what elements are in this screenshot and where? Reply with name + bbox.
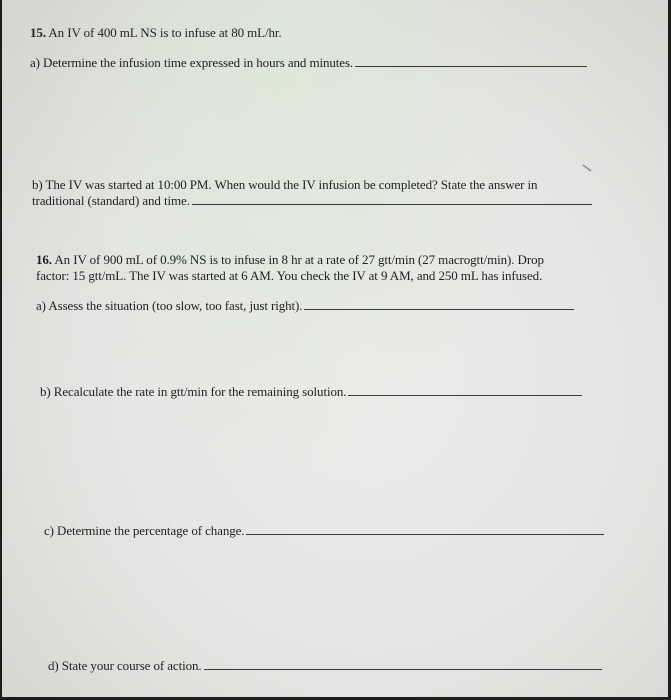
- q16-stem: [36, 252, 544, 284]
- q16-part-a: [36, 298, 574, 314]
- q16-part-c-answer-blank[interactable]: [246, 523, 604, 535]
- q16-part-a-text: a) Assess the situation (too slow, too fast, just right).: [36, 298, 303, 313]
- q15-part-a: [30, 55, 587, 71]
- q16-stem-line1: An IV of 900 mL of 0.9% NS is to infuse in 8 hr at a rate of 27 gtt/min (27 macrogtt/min). Drop: [54, 252, 544, 267]
- q16-part-a-answer-blank[interactable]: [304, 298, 574, 310]
- q15-part-a-text: a) Determine the infusion time expressed in hours and minutes.: [30, 55, 354, 70]
- q16-number: 16.: [36, 252, 52, 267]
- q16-part-d-text: d) State your course of action.: [48, 658, 202, 673]
- q16-part-d: [48, 658, 602, 674]
- q16-part-d-answer-blank[interactable]: [204, 658, 602, 670]
- q16-part-c: [44, 523, 604, 539]
- q15-part-b-answer-blank[interactable]: [192, 193, 592, 205]
- q16-part-b-answer-blank[interactable]: [348, 384, 582, 396]
- q15-stem-text: An IV of 400 mL NS is to infuse at 80 mL/hr.: [48, 25, 282, 40]
- q15-part-b-line2: traditional (standard) and time.: [32, 193, 190, 208]
- q15-stem: [30, 25, 282, 41]
- q15-number: 15.: [30, 25, 46, 40]
- worksheet-page: [2, 0, 668, 697]
- q16-part-c-text: c) Determine the percentage of change.: [44, 523, 245, 538]
- pen-mark-icon: [582, 163, 594, 173]
- q15-part-b-line1: b) The IV was started at 10:00 PM. When would the IV infusion be completed? State the answer in: [32, 177, 538, 192]
- q16-part-b-text: b) Recalculate the rate in gtt/min for the remaining solution.: [40, 384, 347, 399]
- q15-part-a-answer-blank[interactable]: [355, 55, 587, 67]
- q15-part-b: [32, 177, 592, 209]
- q16-stem-line2: factor: 15 gtt/mL. The IV was started at 6 AM. You check the IV at 9 AM, and 250 mL has infused.: [36, 268, 543, 283]
- q16-part-b: [40, 384, 582, 400]
